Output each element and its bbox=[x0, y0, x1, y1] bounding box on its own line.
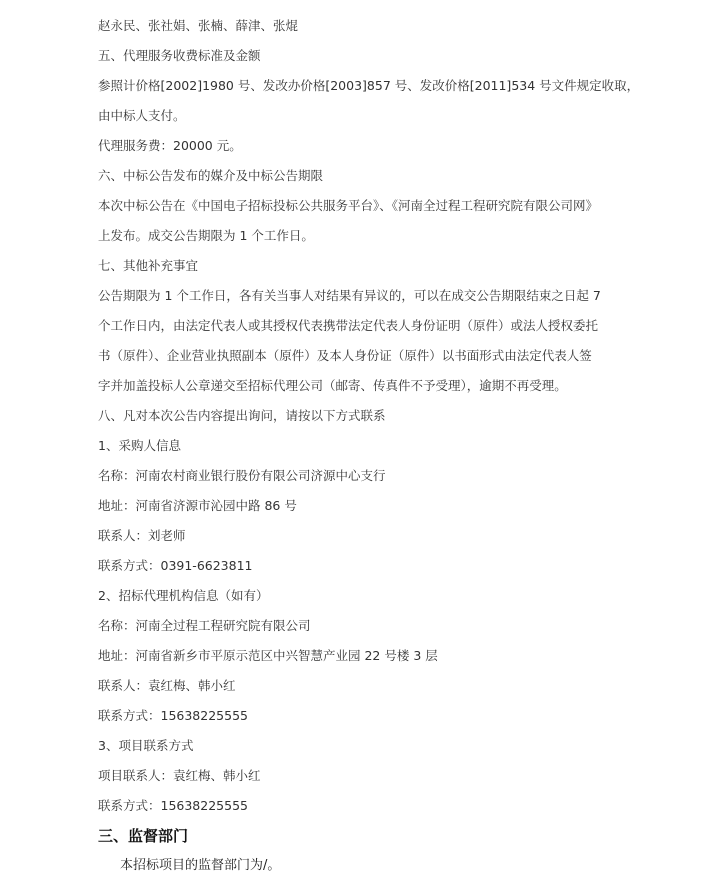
text-line: 代理服务费：20000 元。 bbox=[98, 138, 242, 153]
subsection-title: 3、项目联系方式 bbox=[98, 738, 194, 753]
text-line: 字并加盖投标人公章递交至招标代理公司（邮寄、传真件不予受理），逾期不再受理。 bbox=[98, 378, 567, 393]
text-line: 参照计价格[2002]1980 号、发改办价格[2003]857 号、发改价格[2011]534 号文件规定收取， bbox=[98, 78, 640, 93]
text-line: 书（原件）、企业营业执照副本（原件）及本人身份证（原件）以书面形式由法定代表人签 bbox=[98, 348, 592, 363]
text-line: 地址：河南省济源市沁园中路 86 号 bbox=[98, 498, 297, 513]
section-heading: 三、监督部门 bbox=[98, 827, 189, 845]
text-line: 个工作日内，由法定代表人或其授权代表携带法定代表人身份证明（原件）或法人授权委托 bbox=[98, 318, 599, 333]
subsection-title: 2、招标代理机构信息（如有） bbox=[98, 588, 269, 603]
text-line: 名称：河南全过程工程研究院有限公司 bbox=[98, 618, 311, 633]
text-line: 公告期限为 1 个工作日，各有关当事人对结果有异议的，可以在成交公告期限结束之日起 7 bbox=[98, 288, 601, 303]
supervision-text: 本招标项目的监督部门为/。 bbox=[120, 858, 281, 873]
section-title: 八、凡对本次公告内容提出询问，请按以下方式联系 bbox=[98, 408, 386, 423]
text-line: 本次中标公告在《中国电子招标投标公共服务平台》、《河南全过程工程研究院有限公司网》 bbox=[98, 198, 599, 213]
text-line: 联系方式：15638225555 bbox=[98, 798, 248, 813]
section-title: 七、其他补充事宜 bbox=[98, 258, 199, 273]
text-line: 联系方式：0391-6623811 bbox=[98, 558, 253, 573]
text-line: 联系人：刘老师 bbox=[98, 528, 186, 543]
section-title: 五、代理服务收费标准及金额 bbox=[98, 48, 261, 63]
text-line: 上发布。成交公告期限为 1 个工作日。 bbox=[98, 228, 314, 243]
text-line: 联系方式：15638225555 bbox=[98, 708, 248, 723]
text-line: 联系人：袁红梅、韩小红 bbox=[98, 678, 236, 693]
text-line: 地址：河南省新乡市平原示范区中兴智慧产业园 22 号楼 3 层 bbox=[98, 648, 438, 663]
text-line: 名称：河南农村商业银行股份有限公司济源中心支行 bbox=[98, 468, 386, 483]
text-line: 赵永民、张社娟、张楠、薛津、张焜 bbox=[98, 18, 299, 33]
text-line: 项目联系人：袁红梅、韩小红 bbox=[98, 768, 261, 783]
subsection-title: 1、采购人信息 bbox=[98, 438, 181, 453]
section-title: 六、中标公告发布的媒介及中标公告期限 bbox=[98, 168, 324, 183]
text-line: 由中标人支付。 bbox=[98, 108, 186, 123]
